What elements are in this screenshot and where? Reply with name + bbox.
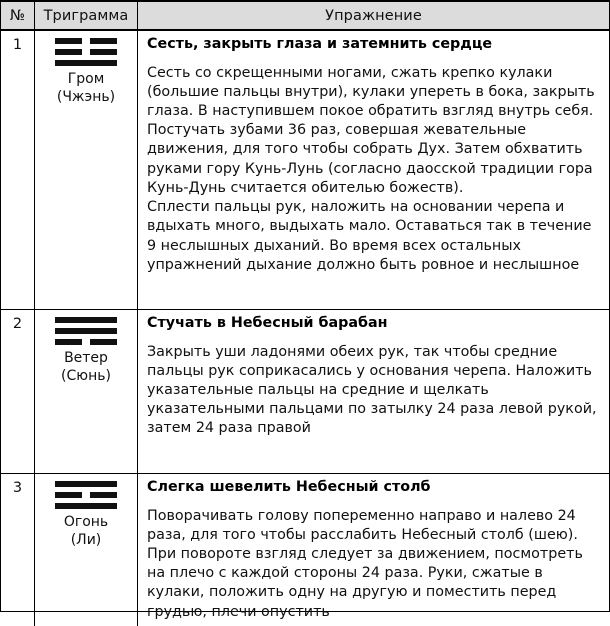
trigram-line: [55, 49, 117, 55]
exercise-title: Слегка шевелить Небесный столб: [147, 479, 431, 495]
exercise-paragraph: Закрыть уши ладонями обеих рук, так чтобы средние пальцы рук соприкасались у основания черепа. Наложить указательные пальцы на средние и щелкать указательными пальцами по затылку 24 раза левой рукой, затем 24 раза правой: [147, 343, 597, 437]
trigram-line: [55, 317, 117, 323]
trigram-cell: [34, 474, 137, 626]
trigram-pinyin: (Чжэнь): [56, 88, 116, 105]
exercise-paragraph: Сесть со скрещенными ногами, сжать крепко кулаки (большие пальцы внутри), кулаки упереть в бока, закрыть глаза. В наступившем покое обратить взгляд внутрь себя.: [147, 64, 595, 120]
table-row: [1, 310, 609, 474]
exercise-paragraph: Постучать зубами 36 раз, совершая жевательные движения, для того чтобы собрать Дух. Затем обхватить руками гору Кунь-Лунь (согласно даосской традиции гора Кунь-Дунь считается обителью божеств).: [147, 122, 593, 196]
trigram-name: Гром: [67, 71, 105, 87]
row-number: 3: [12, 480, 23, 496]
trigram-line: [55, 328, 117, 334]
exercise-cell: [137, 474, 609, 626]
exercise-cell: [137, 310, 609, 473]
trigram-line: [55, 481, 117, 487]
trigram-wind-icon: [55, 317, 117, 345]
trigram-cell: [34, 310, 137, 473]
exercise-paragraph: Сплести пальцы рук, наложить на основании черепа и вдыхать много, выдыхать мало. Оставаться так в течение 9 неслышных дыханий. Во время всех остальных упражнений дыхание должно быть ровное и неслышное: [147, 199, 592, 273]
trigram-thunder-icon: [55, 38, 117, 66]
trigram-fire-icon: [55, 481, 117, 509]
trigram-name: Ветер: [64, 350, 108, 366]
column-header-exercise: Упражнение: [137, 2, 609, 29]
trigram-cell: [34, 31, 137, 309]
trigram-pinyin: (Ли): [70, 531, 102, 548]
table-row: [1, 474, 609, 626]
trigram-line: [55, 60, 117, 66]
exercise-paragraph: Поворачивать голову попеременно направо и налево 24 раза, для того чтобы расслабить Небесный столб (шею). При повороте взгляд следует за движением, посмотреть на плечо с каждой стороны 24 раза. Руки, сжатые в кулаки, положить одну на другую и поместить перед грудью, плечи опустить: [147, 507, 583, 620]
exercise-cell: [137, 31, 609, 309]
table-row: [1, 31, 609, 310]
trigram-line: [55, 492, 117, 498]
table-header-row: [1, 2, 609, 31]
column-header-number: №: [9, 7, 26, 24]
trigram-line: [55, 339, 117, 345]
exercise-body: [147, 64, 601, 275]
exercise-body: [147, 343, 601, 439]
row-number: 2: [12, 316, 23, 332]
trigram-name: Огонь: [63, 514, 109, 530]
exercise-body: [147, 507, 601, 622]
row-number: 1: [12, 37, 23, 53]
column-header-trigram: Триграмма: [34, 2, 137, 29]
exercise-title: Стучать в Небесный барабан: [147, 315, 388, 331]
trigram-line: [55, 38, 117, 44]
exercise-title: Сесть, закрыть глаза и затемнить сердце: [147, 36, 493, 52]
trigram-line: [55, 503, 117, 509]
trigram-pinyin: (Сюнь): [61, 367, 111, 384]
